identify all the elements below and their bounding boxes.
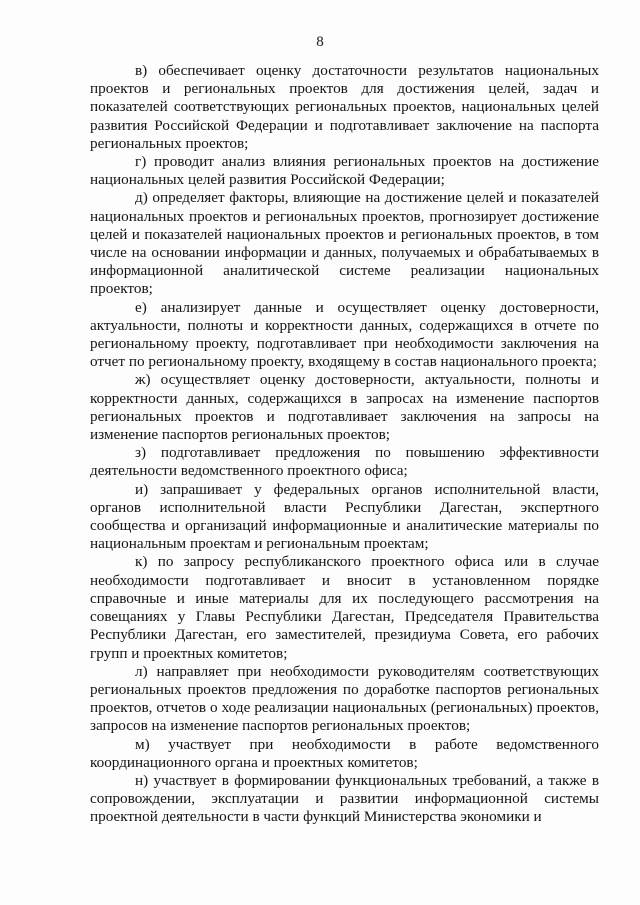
paragraph-i: и) запрашивает у федеральных органов исполнительной власти, органов исполнительной власти Республики Дагестан, экспертного сообщества и организаций информационные и аналитические материалы по национальным проектам и региональным проектам; [90, 480, 599, 553]
document-body [90, 62, 599, 827]
paragraph-l: л) направляет при необходимости руководителям соответствующих региональных проектов предложения по доработке паспортов региональных проектов, отчетов о ходе реализации национальных (региональных) проектов, запросов на изменение паспортов региональных проектов; [90, 662, 599, 735]
paragraph-d: д) определяет факторы, влияющие на достижение целей и показателей национальных проектов и региональных проектов, прогнозирует достижение целей и показателей национальных проектов и региональных проектов, в том числе на основании информации и данных, получаемых и обрабатываемых в информационной аналитической системе реализации национальных проектов; [90, 189, 599, 298]
page-number: 8 [316, 34, 324, 50]
paragraph-g: г) проводит анализ влияния региональных проектов на достижение национальных целей развития Российской Федерации; [90, 153, 599, 189]
paragraph-v: в) обеспечивает оценку достаточности результатов национальных проектов и региональных проектов для достижения целей, задач и показателей соответствующих региональных проектов, национальных целей развития Российской Федерации и подготавливает заключение на паспорта региональных проектов; [90, 62, 599, 152]
paragraph-n: н) участвует в формировании функциональных требований, а также в сопровождении, эксплуатации и развитии информационной системы проектной деятельности в части функций Министерства экономики и [90, 771, 599, 826]
paragraph-k: к) по запросу республиканского проектного офиса или в случае необходимости подготавливает и вносит в установленном порядке справочные и иные материалы для их последующего рассмотрения на совещаниях у Главы Республики Дагестан, Председателя Правительства Республики Дагестан, его заместителей, президиума Совета, его рабочих групп и проектных комитетов; [90, 553, 599, 662]
paragraph-zh: ж) осуществляет оценку достоверности, актуальности, полноты и корректности данных, содержащихся в запросах на изменение паспортов региональных проектов и подготавливает заключения на запросы на изменение паспортов региональных проектов; [90, 371, 599, 444]
paragraph-e: е) анализирует данные и осуществляет оценку достоверности, актуальности, полноты и корректности данных, содержащихся в отчете по региональному проекту, подготавливает при необходимости заключения на отчет по региональному проекту, входящему в состав национального проекта; [90, 298, 599, 371]
paragraph-z: з) подготавливает предложения по повышению эффективности деятельности ведомственного проектного офиса; [90, 444, 599, 480]
paragraph-m: м) участвует при необходимости в работе ведомственного координационного органа и проектных комитетов; [90, 735, 599, 771]
